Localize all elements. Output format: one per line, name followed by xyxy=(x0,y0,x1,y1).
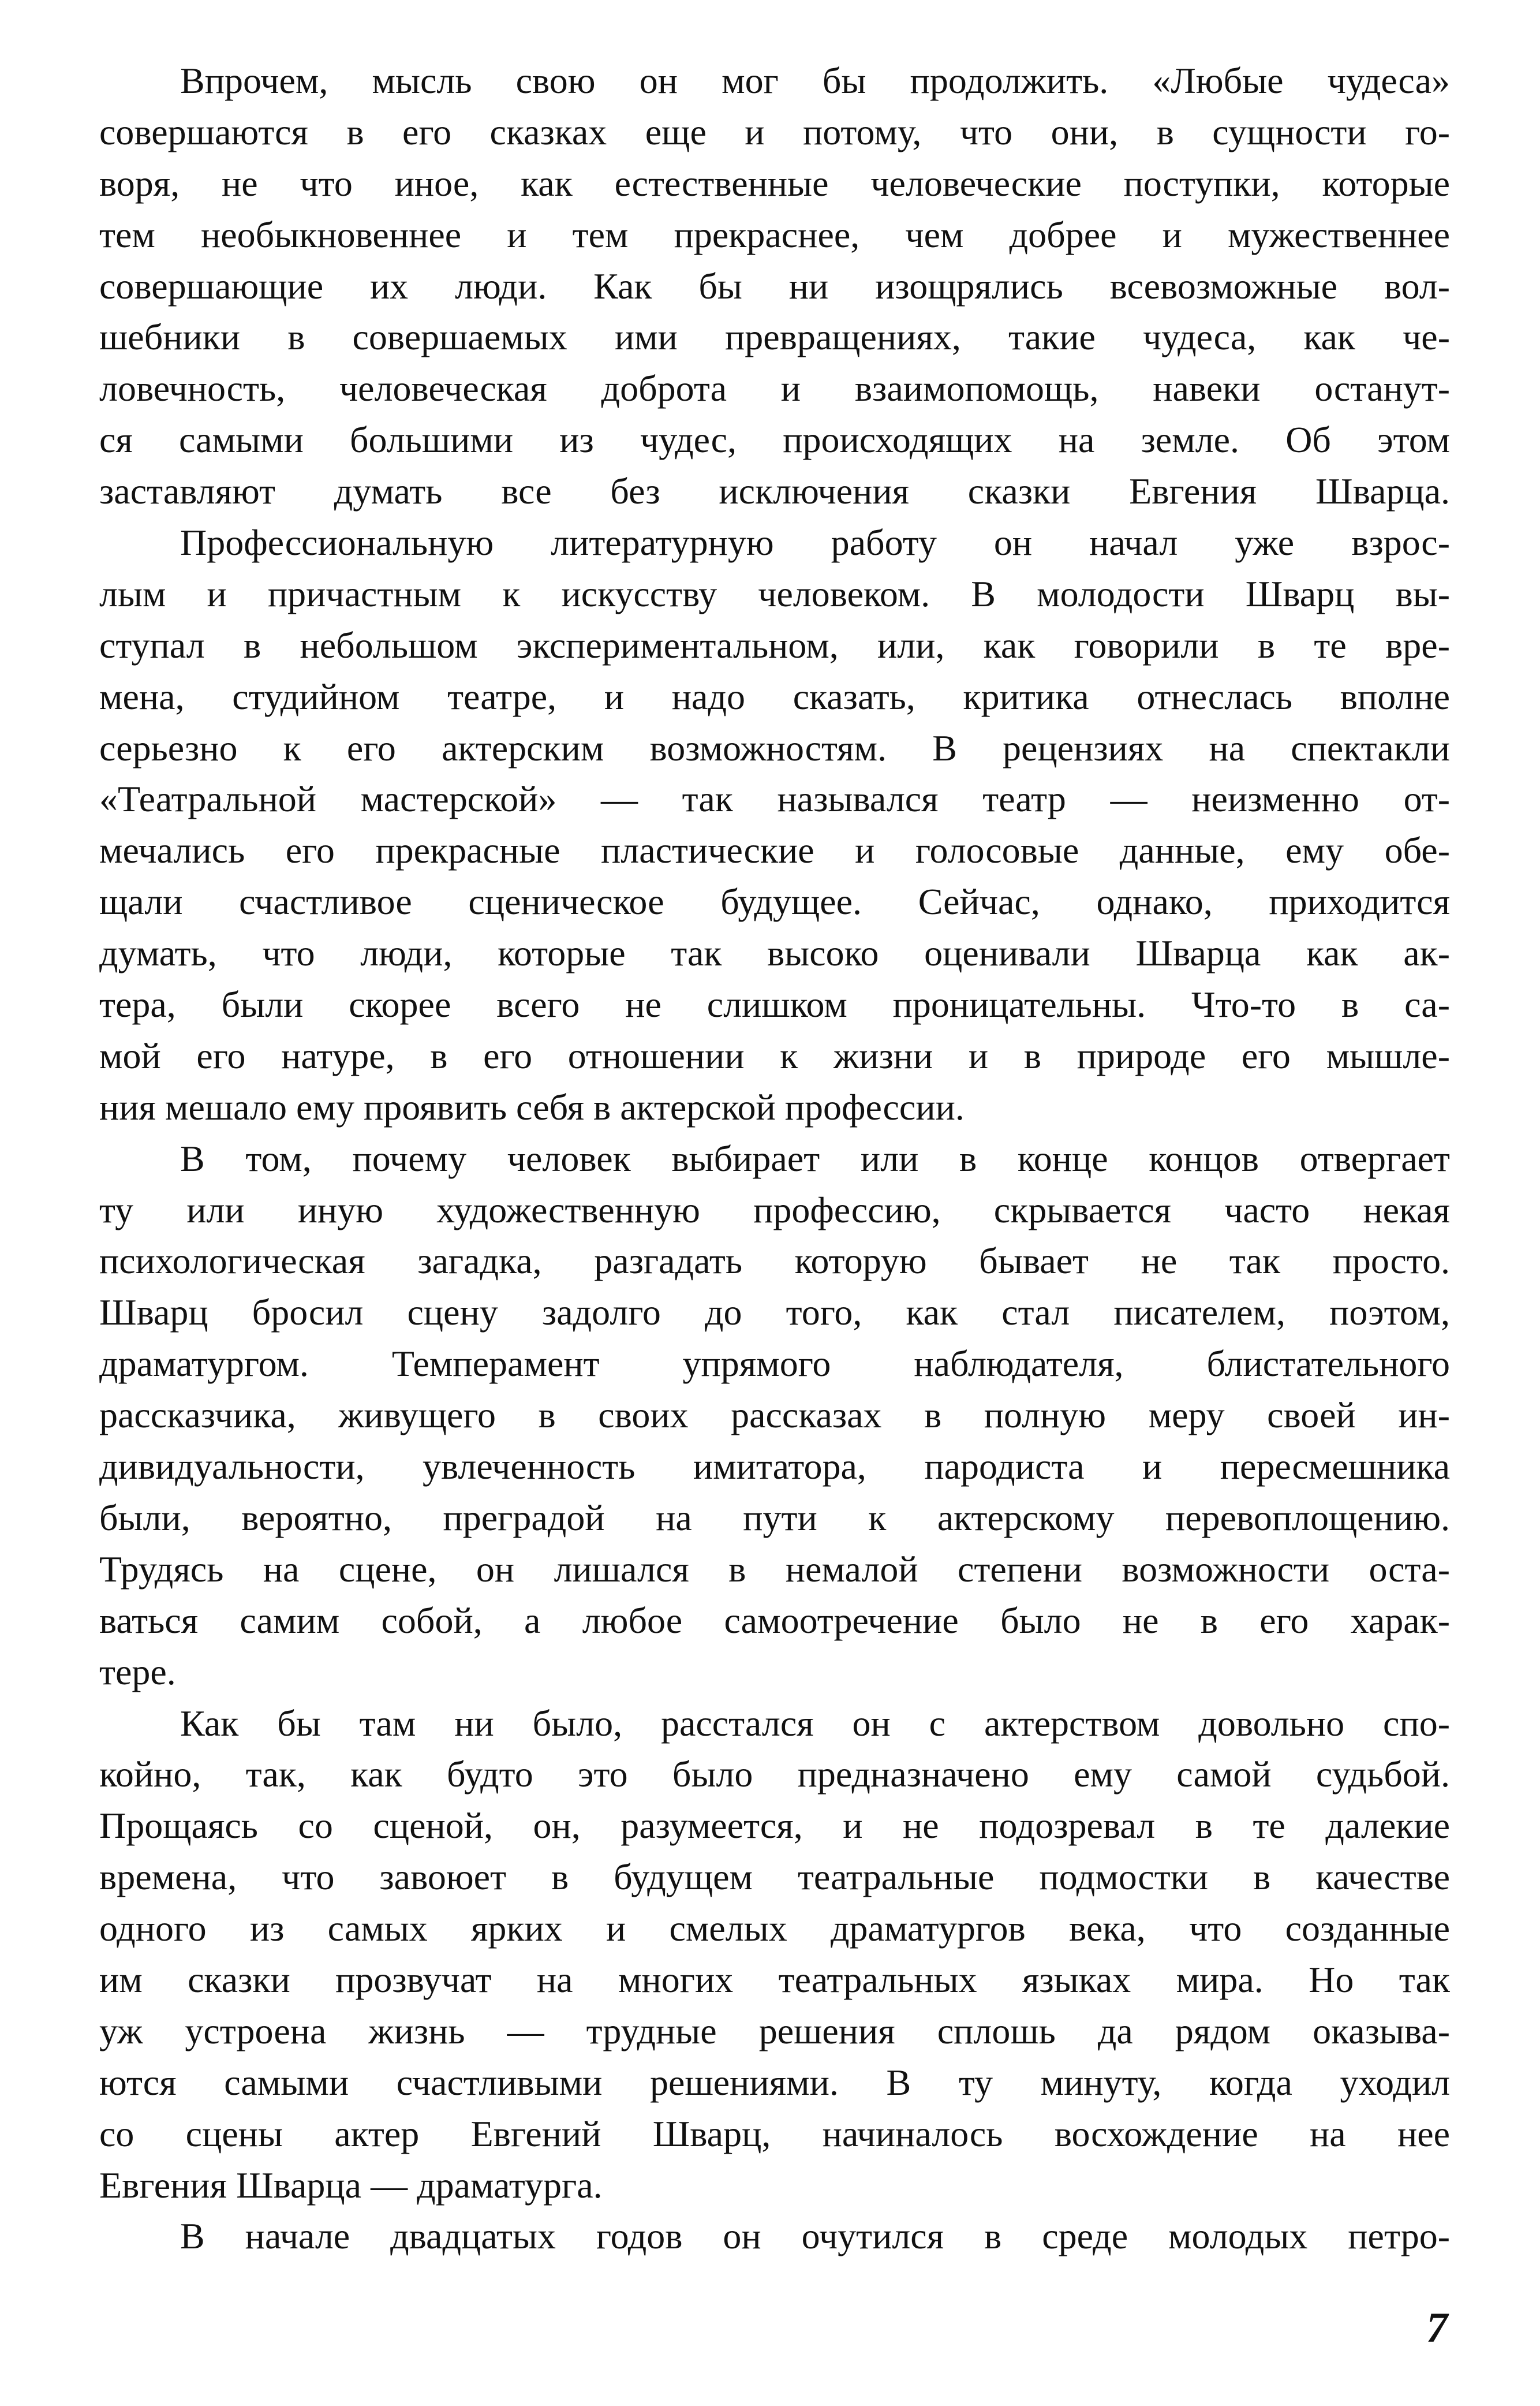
text-line: Прощаясь со сценой, он, разумеется, и не подозревал в те далекие xyxy=(99,1805,1450,1847)
text-line: Как бы там ни было, расстался он с актерством довольно спо- xyxy=(180,1702,1450,1744)
text-line: мечались его прекрасные пластические и голосовые данные, ему обе- xyxy=(99,830,1450,871)
text-line: В начале двадцатых годов он очутился в среде молодых петро- xyxy=(180,2215,1450,2257)
text-line: психологическая загадка, разгадать которую бывает не так просто. xyxy=(99,1240,1450,1282)
text-line: ту или иную художественную профессию, скрывается часто некая xyxy=(99,1189,1450,1230)
paragraph-1 xyxy=(99,55,1450,517)
text-line: Шварц бросил сцену задолго до того, как стал писателем, поэтом, xyxy=(99,1292,1450,1333)
text-line: ся самыми большими из чудес, происходящих на земле. Об этом xyxy=(99,419,1450,461)
text-line: ния мешало ему проявить себя в актерской профессии. xyxy=(99,1086,965,1128)
text-line: тера, были скорее всего не слишком проницательны. Что-то в са- xyxy=(99,984,1450,1025)
text-line: были, вероятно, преградой на пути к актерскому перевоплощению. xyxy=(99,1497,1450,1538)
text-line: ловечность, человеческая доброта и взаимопомощь, навеки останут- xyxy=(99,368,1450,409)
text-line: тем необыкновеннее и тем прекраснее, чем добрее и мужественнее xyxy=(99,214,1450,255)
text-line: совершающие их люди. Как бы ни изощрялись всевозможные вол- xyxy=(99,265,1450,307)
text-line: «Театральной мастерской» — так назывался театр — неизменно от- xyxy=(99,778,1450,820)
text-line: шебники в совершаемых ими превращениях, такие чудеса, как че- xyxy=(99,316,1450,358)
text-line: Впрочем, мысль свою он мог бы продолжить. «Любые чудеса» xyxy=(180,60,1450,101)
text-line: ваться самим собой, а любое самоотречение было не в его харак- xyxy=(99,1599,1450,1641)
body-text xyxy=(99,55,1450,2262)
text-line: заставляют думать все без исключения сказки Евгения Шварца. xyxy=(99,471,1450,512)
text-line: лым и причастным к искусству человеком. В молодости Шварц вы- xyxy=(99,573,1450,614)
text-line: щали счастливое сценическое будущее. Сейчас, однако, приходится xyxy=(99,881,1450,923)
text-line: Трудясь на сцене, он лишался в немалой степени возможности оста- xyxy=(99,1548,1450,1590)
paragraph-3 xyxy=(99,1133,1450,1698)
text-line: Профессиональную литературную работу он начал уже взрос- xyxy=(180,522,1450,564)
text-line: тере. xyxy=(99,1651,176,1692)
text-line: уж устроена жизнь — трудные решения сплошь да рядом оказыва- xyxy=(99,2010,1450,2051)
text-line: думать, что люди, которые так высоко оценивали Шварца как ак- xyxy=(99,932,1450,974)
text-line: серьезно к его актерским возможностям. В рецензиях на спектакли xyxy=(99,727,1450,769)
text-line: дивидуальности, увлеченность имитатора, пародиста и пересмешника xyxy=(99,1446,1450,1487)
text-line: Евгения Шварца — драматурга. xyxy=(99,2164,603,2206)
text-line: воря, не что иное, как естественные человеческие поступки, которые xyxy=(99,162,1450,204)
page-number: 7 xyxy=(1426,2304,1448,2352)
text-line: времена, что завоюет в будущем театральные подмостки в качестве xyxy=(99,1856,1450,1898)
paragraph-4 xyxy=(99,1698,1450,2211)
text-line: ются самыми счастливыми решениями. В ту минуту, когда уходил xyxy=(99,2061,1450,2103)
text-line: В том, почему человек выбирает или в конце концов отвергает xyxy=(180,1137,1450,1179)
text-line: им сказки прозвучат на многих театральных языках мира. Но так xyxy=(99,1959,1450,2000)
text-line: со сцены актер Евгений Шварц, начиналось восхождение на нее xyxy=(99,2113,1450,2154)
text-line: рассказчика, живущего в своих рассказах в полную меру своей ин- xyxy=(99,1394,1450,1436)
text-line: одного из самых ярких и смелых драматургов века, что созданные xyxy=(99,1908,1450,1949)
text-line: койно, так, как будто это было предназначено ему самой судьбой. xyxy=(99,1754,1450,1795)
text-line: ступал в небольшом экспериментальном, или, как говорили в те вре- xyxy=(99,624,1450,666)
text-line: мена, студийном театре, и надо сказать, критика отнеслась вполне xyxy=(99,676,1450,717)
paragraph-2 xyxy=(99,517,1450,1133)
text-line: драматургом. Темперамент упрямого наблюдателя, блистательного xyxy=(99,1343,1450,1385)
text-line: мой его натуре, в его отношении к жизни и в природе его мышле- xyxy=(99,1035,1450,1076)
text-line: совершаются в его сказках еще и потому, что они, в сущности го- xyxy=(99,111,1450,152)
paragraph-5 xyxy=(99,2211,1450,2262)
